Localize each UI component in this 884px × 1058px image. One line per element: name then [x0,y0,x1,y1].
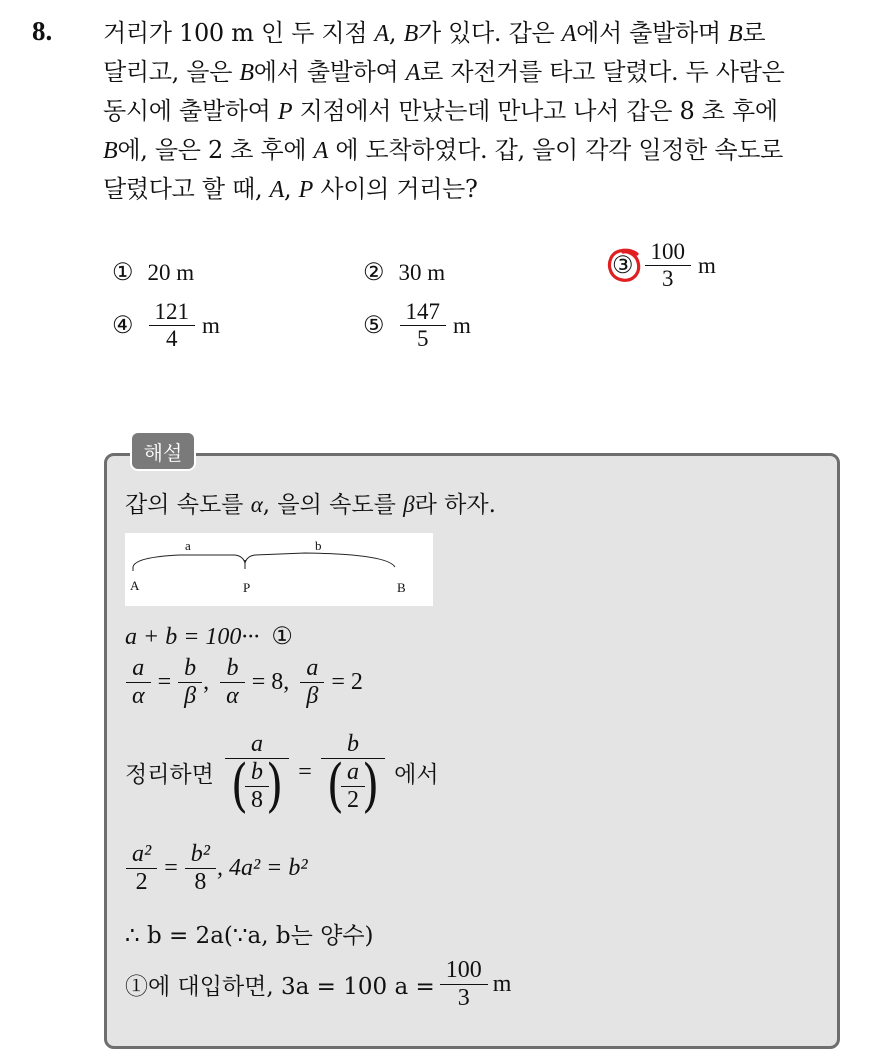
diagram-label-A: A [130,578,140,593]
equation-1: a + b = 100··· ① [125,624,293,650]
diagram-label-b: b [315,538,322,553]
choice-4-mark: ④ [112,313,134,340]
choice-4-fraction: $\frac{121}{4}$ [152,300,193,351]
choice-3-mark: ③ [612,251,634,280]
choice-5-fraction: $\frac{147}{5}$ [403,300,444,351]
choice-5[interactable] [363,300,471,351]
equation-6: ①에 대입하면, 3a = 100 a = $\frac{100}{3}$ m [125,957,512,1012]
choice-4-unit: m [202,312,220,338]
equation-3: 정리하면 a ( $\frac{b}{8}$ ) = b ( $\frac{a}{2}$ ) 에서 [125,731,439,820]
segment-diagram [125,533,433,606]
choice-1-text: 20 m [147,259,195,285]
solution-tab: 해설 [130,431,196,471]
choice-2[interactable] [363,258,445,287]
equation-2: $\frac{a}{\alpha}$ = $\frac{b}{\beta}$ , $\frac{b}{\alpha}$ = 8, $\frac{a}{\beta}$ = 2 [125,656,363,709]
choice-5-mark: ⑤ [363,313,385,340]
question-number: 8. [32,16,53,46]
choice-1[interactable] [112,258,194,287]
choice-3-fraction: $\frac{100}{3}$ [648,240,689,291]
equation-5: ∴ b = 2a(∵a, b는 양수) [125,923,374,949]
equation-4: $\frac{\text{a²}}{2}$ = $\frac{\text{b²}}{8}$ , 4a² = b² [125,842,308,895]
diagram-label-B: B [397,580,406,595]
choice-2-text: 30 m [398,259,446,285]
segment-arcs [125,533,433,606]
selection-circle-icon [605,245,645,285]
choice-5-unit: m [453,312,471,338]
diagram-label-P: P [243,580,251,595]
choice-4[interactable] [112,300,220,351]
diagram-label-a: a [185,538,191,553]
choice-2-mark: ② [363,260,385,286]
solution-intro: 갑의 속도를 α, 을의 속도를 β라 하자. [125,492,496,518]
question-text: 거리가 100 m 인 두 지점 A, B가 있다. 갑은 A에서 출발하며 B로 달리고, 을은 B에서 출발하여 A로 자전거를 타고 달렸다. 두 사람은 동시에 출발하여 P 지점에서 만났는데 만나고 나서 갑은 8 초 후에 B에, 을은 2 초 후에 A 에 도착하였다. 갑, 을이 각각 일정한 속도로 달렸다고 할 때, A, P 사이의 거리는? [103,19,785,203]
choice-1-mark: ① [112,260,134,286]
choice-3[interactable] [612,240,716,291]
choice-3-unit: m [698,252,716,278]
